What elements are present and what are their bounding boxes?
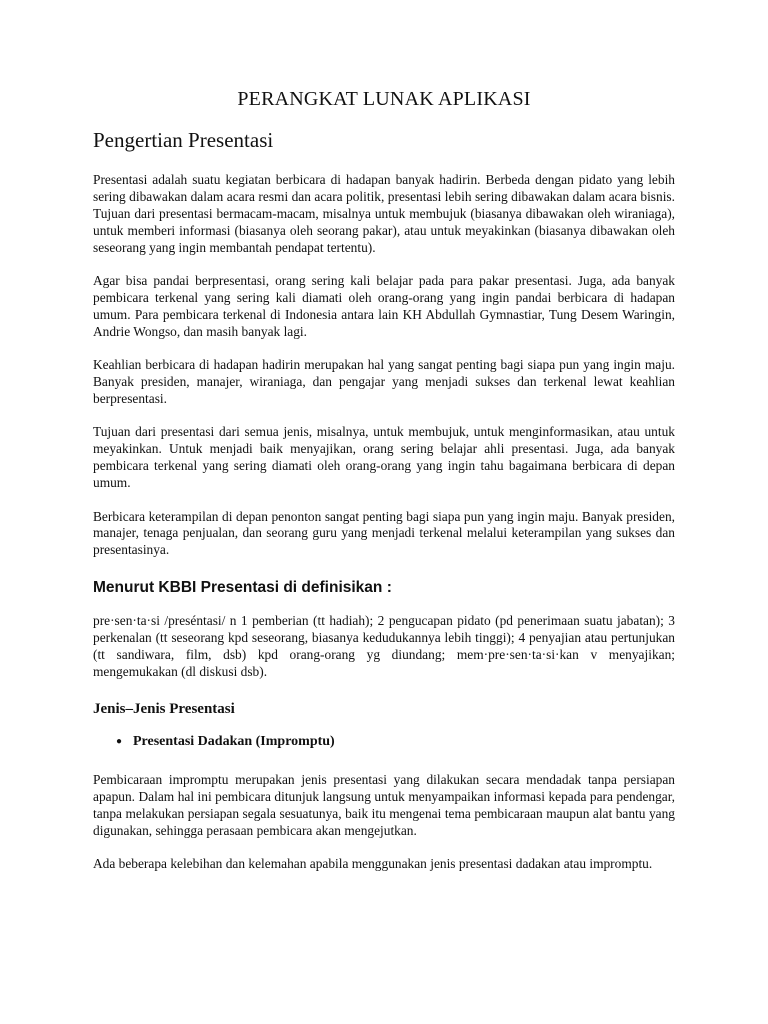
paragraph: Presentasi adalah suatu kegiatan berbicara di hadapan banyak hadirin. Berbeda dengan pidato yang lebih sering dibawakan dalam acara resmi dan acara politik, presentasi lebih sering dibawakan dalam acara bisnis. Tujuan dari presentasi bermacam-macam, misalnya untuk membujuk (biasanya dibawakan oleh wiraniaga), untuk memberi informasi (biasanya oleh seorang pakar), atau untuk meyakinkan (biasanya dibawakan oleh seseorang yang ingin membantah pendapat tertentu). xyxy=(93,172,675,255)
paragraph: Agar bisa pandai berpresentasi, orang sering kali belajar pada para pakar presentasi. Juga, ada banyak pembicara terkenal yang sering kali diamati oleh orang-orang yang ingin pandai berbicara di hadapan umum. Para pembicara terkenal di Indonesia antara lain KH Abdullah Gymnastiar, Tung Desem Waringin, Andrie Wongso, dan masih banyak lagi. xyxy=(93,273,675,339)
section-heading-jenis: Jenis–Jenis Presentasi xyxy=(93,700,235,717)
list-item xyxy=(93,734,675,750)
paragraph: Ada beberapa kelebihan dan kelemahan apabila menggunakan jenis presentasi dadakan atau impromptu. xyxy=(93,855,653,871)
document-title: PERANGKAT LUNAK APLIKASI xyxy=(237,88,531,110)
bullet-icon: ● xyxy=(116,735,123,747)
kbbi-definition: pre·sen·ta·si /preséntasi/ n 1 pemberian (tt hadiah); 2 pengucapan pidato (pd penerimaan suatu jabatan); 3 perkenalan (tt seseorang kpd seseorang, biasanya kedudukannya lebih tinggi); 4 penyajian atau pertunjukan (tt sandiwara, film, dsb) kpd orang-orang yg diundang; mem·pre·sen·ta·si·kan v menyajikan; mengemukakan (dl diskusi dsb). xyxy=(93,613,675,679)
section-heading-kbbi: Menurut KBBI Presentasi di definisikan : xyxy=(93,579,392,597)
paragraph: Tujuan dari presentasi dari semua jenis, misalnya, untuk membujuk, untuk menginformasikan, atau untuk meyakinkan. Untuk menjadi baik menyajikan, orang sering belajar ahli presentasi. Juga, ada banyak pembicara terkenal yang sering diamati oleh orang-orang yang ingin tahu bagaimana berbicara di depan umum. xyxy=(93,424,675,491)
document-page xyxy=(93,88,675,889)
paragraph: Keahlian berbicara di hadapan hadirin merupakan hal yang sangat penting bagi siapa pun yang ingin maju. Banyak presiden, manajer, wiraniaga, dan pengajar yang menjadi sukses dan terkenal lewat keahlian berpresentasi. xyxy=(93,357,675,406)
list-item-label: Presentasi Dadakan (Impromptu) xyxy=(133,733,335,749)
paragraph: Pembicaraan impromptu merupakan jenis presentasi yang dilakukan secara mendadak tanpa persiapan apapun. Dalam hal ini pembicara ditunjuk langsung untuk menyampaikan informasi kepada para pendengar, tanpa melakukan persiapan segala sesuatunya, baik itu mengenai tema pembicaraan maupun alat bantu yang digunakan, sehingga perasaan pembicara akan mengejutkan. xyxy=(93,771,675,838)
bullet-list xyxy=(93,734,675,750)
section-heading-pengertian: Pengertian Presentasi xyxy=(93,128,274,152)
paragraph: Berbicara keterampilan di depan penonton sangat penting bagi siapa pun yang ingin maju. Banyak presiden, manajer, tenaga penjualan, dan seorang guru yang menjadi terkenal melalui keterampilan yang sukses dan presentasinya. xyxy=(93,508,675,558)
